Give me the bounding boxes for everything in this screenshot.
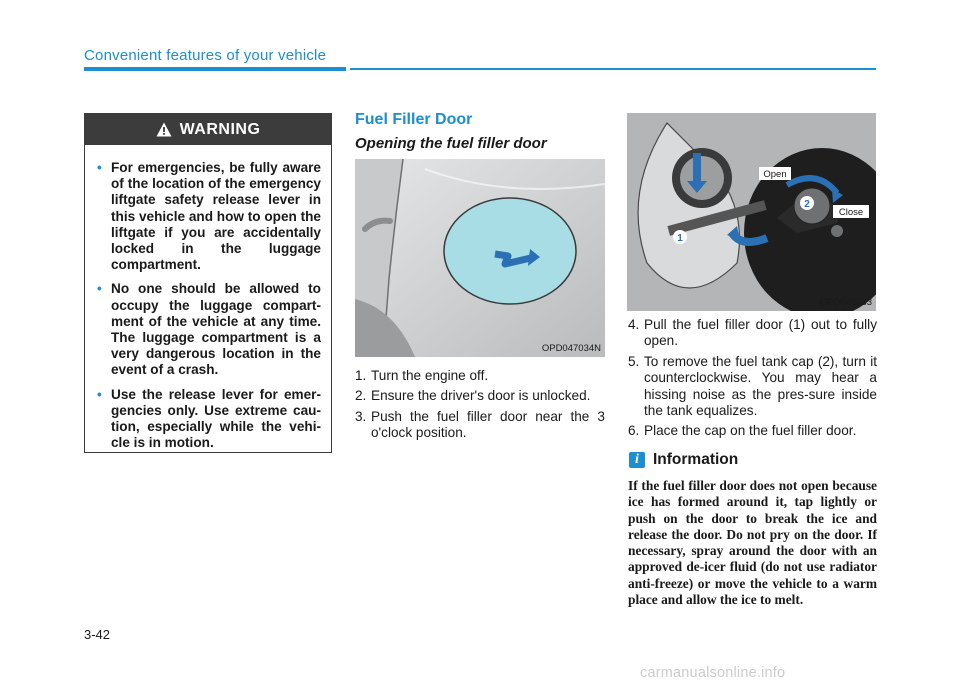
label-close: Close <box>838 207 864 218</box>
steps-list-left <box>355 368 605 446</box>
info-icon: i <box>629 452 645 468</box>
information-header <box>629 451 738 469</box>
warning-triangle-icon <box>156 122 172 137</box>
callout-2: 2 <box>804 199 810 210</box>
car-side-drawing <box>355 159 605 357</box>
warning-item: • Use the release lever for emer-gencies only. Use extreme cau-tion, especially while the vehi-cle is in motion. <box>97 386 321 451</box>
step-item: 2. Ensure the driver's door is unlocked. <box>355 388 591 404</box>
step-item: 4. Pull the fuel filler door (1) out to fully open. <box>628 317 877 349</box>
image-code: OPD046033 <box>819 297 872 308</box>
fuel-cap-open-illustration <box>627 113 876 311</box>
fuel-cap-drawing <box>627 113 876 311</box>
section-title: Convenient features of your vehicle <box>84 47 327 64</box>
warning-header <box>85 114 331 145</box>
information-body: If the fuel filler door does not open because ice has formed around it, tap lightly or push on the door to break the ice and release the door. Do not pry on the door. If necessary, spray around the door with an approved de-icer fluid (do not use radiator anti-freeze) or move the vehicle to a warm place and allow the ice to melt. <box>628 478 877 608</box>
image-code: OPD047034N <box>541 343 601 354</box>
bullet-icon: • <box>97 160 102 175</box>
warning-item: • For emergencies, be fully aware of the location of the emergency liftgate safety release lever in this vehicle and how to open the liftgate if you are accidentally locked in the luggage compartment. <box>97 160 321 273</box>
warning-list <box>85 145 331 451</box>
steps-list-right <box>628 317 877 444</box>
callout-1: 1 <box>677 233 683 244</box>
bullet-icon: • <box>97 386 102 402</box>
bullet-icon: • <box>97 281 102 297</box>
warning-item: • No one should be allowed to occupy the luggage compart-ment of the vehicle at any time. The luggage compartment is a very dangerous location in the event of a crash. <box>97 281 321 378</box>
header-rule-accent <box>84 67 346 71</box>
section-subheading: Opening the fuel filler door <box>355 135 547 152</box>
fuel-door-closed-illustration <box>355 159 605 357</box>
information-title: Information <box>653 451 739 468</box>
warning-title: WARNING <box>179 120 261 138</box>
step-item: 6. Place the cap on the fuel filler door. <box>628 423 857 439</box>
step-item: 1. Turn the engine off. <box>355 368 489 383</box>
warning-box <box>84 113 332 453</box>
page-number: 3-42 <box>84 627 111 642</box>
label-open: Open <box>763 169 787 180</box>
section-heading: Fuel Filler Door <box>355 111 473 128</box>
header-rule <box>350 68 876 70</box>
step-item: 3. Push the fuel filler door near the 3 o'clock position. <box>355 408 605 441</box>
watermark: carmanualsonline.info <box>640 665 786 681</box>
step-item: 5. To remove the fuel tank cap (2), turn it counterclockwise. You may hear a hissing noise as the pres-sure inside the tank equalizes. <box>628 353 877 419</box>
